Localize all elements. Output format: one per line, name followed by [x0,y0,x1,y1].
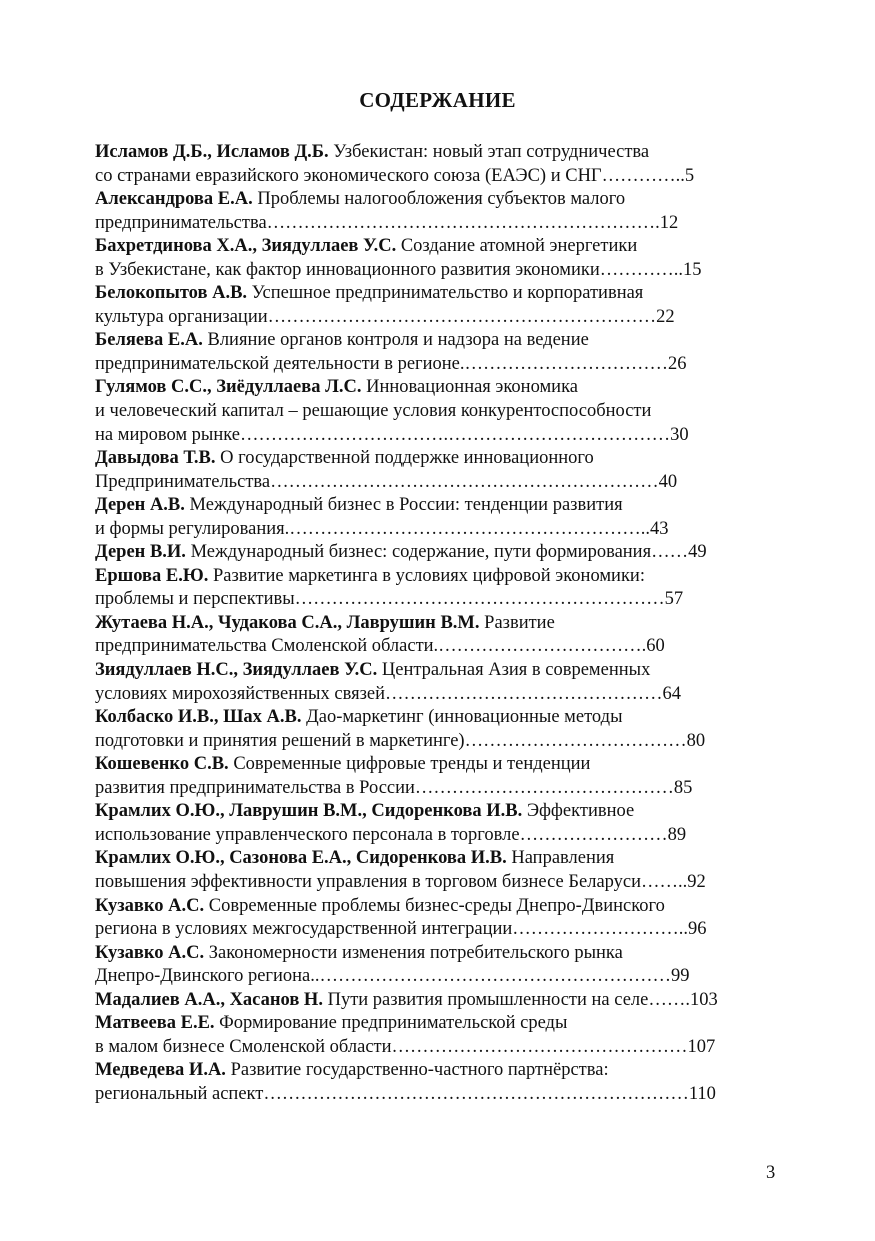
toc-entry-line [95,753,795,777]
toc-entry[interactable] [95,989,795,1013]
toc-entry-text: и формы регулирования.…………………………………………………..43 [95,518,669,539]
toc-entry-text: Центральная Азия в современных [381,660,651,681]
toc-entry-text: подготовки и принятия решений в маркетинге)………………………………80 [95,730,706,751]
toc-entry-author: Бахретдинова Х.А., Зиядуллаев У.С. [95,236,397,257]
toc-entry-text: Предпринимательства………………………………………………………40 [95,471,678,492]
toc-entry-text: Закономерности изменения потребительского рынка [208,942,623,963]
toc-entry-line [95,212,795,236]
toc-entry-text: предпринимательства Смоленской области.…………………………….60 [95,636,665,657]
toc-entry-line [95,871,795,895]
toc-entry-author: Александрова Е.А. [95,189,253,210]
toc-entry-text: развития предпринимательства в России……………………………………85 [95,777,693,798]
toc-entry-author: Колбаско И.В., Шах А.В. [95,707,302,728]
toc-entry-text: Международный бизнес в России: тенденции развития [189,495,623,516]
toc-entry-line [95,800,795,824]
toc-entry-author: Гулямов С.С., Зиёдуллаева Л.С. [95,377,362,398]
toc-entry-line [95,518,795,542]
toc-entry-line [95,306,795,330]
toc-entry-line [95,424,795,448]
toc-entry[interactable] [95,141,795,188]
toc-entry-text: региона в условиях межгосударственной интеграции………………………..96 [95,919,707,940]
toc-entry-text: предпринимательской деятельности в регионе.……………………………26 [95,353,687,374]
toc-entry-line [95,777,795,801]
toc-entry[interactable] [95,376,795,447]
toc-entry-line [95,447,795,471]
toc-entry-line [95,1083,795,1107]
toc-entry-author: Кузавко А.С. [95,942,205,963]
toc-entry-text: Дао-маркетинг (инновационные методы [306,707,623,728]
toc-entry-text: со странами евразийского экономического союза (ЕАЭС) и СНГ…………..5 [95,165,695,186]
toc-entry-line [95,1059,795,1083]
toc-entry-text: Современные проблемы бизнес-среды Днепро-Двинского [208,895,665,916]
toc-entry[interactable] [95,847,795,894]
toc-entry-line [95,141,795,165]
toc-entry-line [95,376,795,400]
toc-entry-text: Современные цифровые тренды и тенденции [233,754,591,775]
toc-entry-author: Кошевенко С.В. [95,754,229,775]
toc-entry-text: Формирование предпринимательской среды [219,1013,568,1034]
toc-entry-line [95,683,795,707]
toc-entry-text: Пути развития промышленности на селе…….103 [327,989,718,1010]
toc-entry-author: Медведева И.А. [95,1060,226,1081]
toc-entry[interactable] [95,612,795,659]
toc-entry[interactable] [95,188,795,235]
toc-entry-author: Дерен В.И. [95,542,186,563]
toc-entry-text: Направления [511,848,615,869]
toc-entry[interactable] [95,235,795,282]
toc-entry-line [95,942,795,966]
toc-entry-text: Создание атомной энергетики [400,236,638,257]
toc-entry-text: в малом бизнесе Смоленской области…………………………………………107 [95,1036,716,1057]
toc-entry-line [95,824,795,848]
toc-entry-text: условиях мирохозяйственных связей………………………………………64 [95,683,681,704]
toc-entry-line [95,659,795,683]
toc-entry-line [95,918,795,942]
toc-entry-text: Узбекистан: новый этап сотрудничества [333,142,650,162]
toc-entry[interactable] [95,565,795,612]
toc-entry-line [95,847,795,871]
toc-entry-line [95,400,795,424]
toc-entry-text: Развитие государственно-частного партнёрства: [230,1060,609,1081]
toc-entry-text: культура организации………………………………………………………22 [95,306,675,327]
toc-entry-text: использование управленческого персонала в торговле……………………89 [95,824,687,845]
toc-entry-text: и человеческий капитал – решающие условия конкурентоспособности [95,401,652,422]
toc-entry[interactable] [95,753,795,800]
toc-entry-text: О государственной поддержке инновационного [220,448,594,469]
toc-entry-line [95,165,795,189]
toc-entry[interactable] [95,282,795,329]
toc-entry-author: Мадалиев А.А., Хасанов Н. [95,989,323,1010]
toc-entry-line [95,965,795,989]
toc-entry-text: в Узбекистане, как фактор инновационного развития экономики…………..15 [95,259,702,280]
toc-entry[interactable] [95,494,795,541]
toc-entry[interactable] [95,329,795,376]
page-number: 3 [766,1163,776,1183]
toc-entry-author: Беляева Е.А. [95,330,203,351]
toc-entry[interactable] [95,1012,795,1059]
toc-entry[interactable] [95,895,795,942]
toc-entry-text: региональный аспект……………………………………………………………110 [95,1083,716,1104]
toc-entry-line [95,353,795,377]
toc-entry[interactable] [95,541,795,565]
table-of-contents [95,141,795,1106]
toc-entry-text: Днепро-Двинского региона..…………………………………………………99 [95,966,690,987]
toc-entry-line [95,706,795,730]
toc-entry[interactable] [95,447,795,494]
toc-entry-author: Белокопытов А.В. [95,283,248,304]
toc-entry-line [95,635,795,659]
toc-entry[interactable] [95,706,795,753]
toc-entry-author: Ершова Е.Ю. [95,565,209,586]
toc-entry-line [95,541,795,565]
toc-entry[interactable] [95,942,795,989]
toc-entry-text: проблемы и перспективы……………………………………………………57 [95,589,684,610]
toc-entry-text: Эффективное [526,801,635,822]
toc-entry[interactable] [95,1059,795,1106]
toc-entry-line [95,282,795,306]
toc-entry-text: Успешное предпринимательство и корпоративная [251,283,644,304]
toc-entry-line [95,329,795,353]
toc-entry-line [95,494,795,518]
toc-entry-line [95,730,795,754]
toc-entry-author: Крамлих О.Ю., Сазонова Е.А., Сидоренкова И.В. [95,848,507,869]
toc-entry-author: Зиядуллаев Н.С., Зиядуллаев У.С. [95,660,378,681]
toc-entry[interactable] [95,659,795,706]
toc-entry-line [95,612,795,636]
toc-entry-author: Жутаева Н.А., Чудакова С.А., Лаврушин В.М. [95,612,480,633]
toc-entry-text: Развитие маркетинга в условиях цифровой экономики: [212,565,645,586]
toc-entry-text: на мировом рынке…………………………….………………………………30 [95,424,689,445]
toc-entry-author: Кузавко А.С. [95,895,205,916]
toc-entry-text: предпринимательства……………………………………………………….12 [95,212,679,233]
toc-entry-author: Крамлих О.Ю., Лаврушин В.М., Сидоренкова И.В. [95,801,523,822]
toc-entry-text: Влияние органов контроля и надзора на ведение [207,330,589,351]
toc-entry-line [95,895,795,919]
toc-entry-text: Развитие [484,612,555,633]
toc-entry-line [95,588,795,612]
toc-heading: СОДЕРЖАНИЕ [359,88,516,112]
toc-entry-author: Матвеева Е.Е. [95,1013,215,1034]
toc-entry-author: Давыдова Т.В. [95,448,216,469]
toc-entry-line [95,235,795,259]
toc-entry-text: Международный бизнес: содержание, пути формирования……49 [190,542,707,563]
toc-entry[interactable] [95,800,795,847]
toc-entry-text: Инновационная экономика [366,377,578,398]
toc-entry-line [95,471,795,495]
toc-entry-author: Дерен А.В. [95,495,185,516]
toc-entry-line [95,259,795,283]
toc-entry-line [95,1012,795,1036]
toc-entry-line [95,565,795,589]
toc-entry-line [95,1036,795,1060]
toc-entry-line [95,989,795,1013]
toc-entry-text: Проблемы налогообложения субъектов малого [257,189,626,210]
toc-entry-text: повышения эффективности управления в торговом бизнесе Беларуси……..92 [95,871,706,892]
toc-entry-author: Исламов Д.Б., Исламов Д.Б. [95,142,329,162]
toc-entry-line [95,188,795,212]
